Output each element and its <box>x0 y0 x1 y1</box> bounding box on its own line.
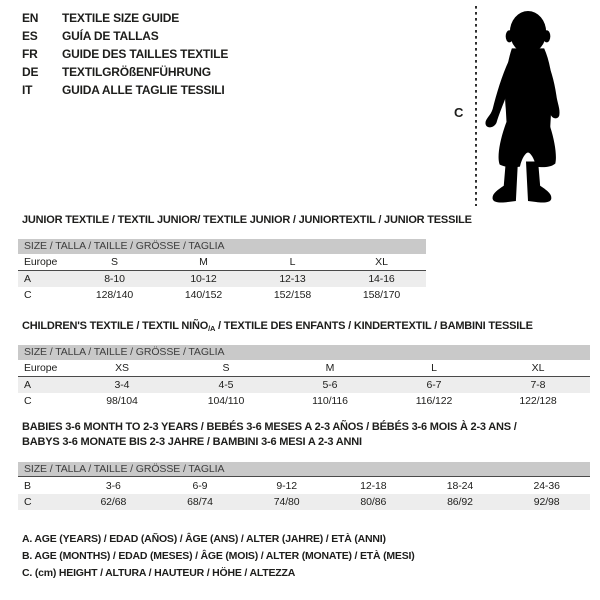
babies-size-table <box>18 478 590 510</box>
value-cell: 128/140 <box>95 289 134 301</box>
column-header: S <box>174 360 278 377</box>
height-measure-label: C <box>454 105 464 120</box>
lang-code: DE <box>22 65 39 79</box>
title-text: CHILDREN'S TEXTILE / TEXTIL NIÑO <box>22 320 209 332</box>
value-cell: 3-6 <box>105 480 121 492</box>
lang-row-de <box>22 63 228 81</box>
value-cell: 3-4 <box>70 377 174 394</box>
column-header: M <box>278 360 382 377</box>
table-row-height <box>18 494 590 510</box>
value-cell: 10-12 <box>159 271 248 288</box>
value-cell: 116/122 <box>415 395 453 407</box>
table-row-age-months <box>18 478 590 494</box>
size-guide-figure <box>440 0 600 215</box>
row-label: C <box>24 289 32 301</box>
value-cell: 6-7 <box>382 377 486 394</box>
children-table-title <box>22 320 533 333</box>
row-label: C <box>18 494 70 510</box>
children-size-table <box>18 360 590 409</box>
row-label: A <box>18 377 70 394</box>
column-header: L <box>248 254 337 271</box>
babies-table-title-line1: BABIES 3-6 MONTH TO 2-3 YEARS / BEBÉS 3-6 MESES A 2-3 AÑOS / BÉBÉS 3-6 MOIS À 2-3 ANS / <box>22 421 517 433</box>
value-cell: 5-6 <box>278 377 382 394</box>
table-row-age <box>18 271 426 288</box>
babies-table-title-line2: BABYS 3-6 MONATE BIS 2-3 JAHRE / BAMBINI 3-6 MESI A 2-3 ANNI <box>22 436 362 448</box>
row-label: B <box>24 480 31 492</box>
lang-row-fr <box>22 45 228 63</box>
table-row-age <box>18 377 590 394</box>
footnote-height-cm: C. (cm) HEIGHT / ALTURA / HAUTEUR / HÖHE / ALTEZZA <box>22 567 296 579</box>
junior-size-header-bar: SIZE / TALLA / TAILLE / GRÖSSE / TAGLIA <box>18 239 426 254</box>
value-cell: 98/104 <box>106 395 138 407</box>
column-header: L <box>382 360 486 377</box>
value-cell: 152/158 <box>273 289 312 301</box>
column-header: S <box>70 254 159 271</box>
value-cell: 122/128 <box>519 395 557 407</box>
lang-label: GUÍA DE TALLAS <box>62 29 159 43</box>
lang-code: EN <box>22 11 39 25</box>
value-cell: 7-8 <box>486 377 590 394</box>
height-dashed-line-icon <box>474 6 478 206</box>
lang-code: IT <box>22 83 33 97</box>
value-cell: 14-16 <box>337 271 426 288</box>
junior-table-title: JUNIOR TEXTILE / TEXTIL JUNIOR/ TEXTILE JUNIOR / JUNIORTEXTIL / JUNIOR TESSILE <box>22 214 472 226</box>
row-label: A <box>18 271 70 288</box>
row-label: C <box>24 395 32 407</box>
lang-code: FR <box>22 47 38 61</box>
value-cell: 24-36 <box>533 480 560 492</box>
legend-footnotes <box>22 531 415 582</box>
value-cell: 18-24 <box>446 480 474 492</box>
babies-size-header-bar: SIZE / TALLA / TAILLE / GRÖSSE / TAGLIA <box>18 462 590 477</box>
value-cell: 12-18 <box>360 480 387 492</box>
table-row-height <box>18 287 426 303</box>
lang-label: GUIDE DES TAILLES TEXTILE <box>62 47 229 61</box>
junior-size-table <box>18 254 426 303</box>
value-cell: 9-12 <box>276 480 297 492</box>
title-text: / TEXTILE DES ENFANTS / KINDERTEXTIL / BAMBINI TESSILE <box>215 320 533 332</box>
value-cell: 74/80 <box>243 494 330 510</box>
column-header: Europe <box>18 254 70 271</box>
value-cell: 4-5 <box>174 377 278 394</box>
value-cell: 140/152 <box>184 289 223 301</box>
lang-label: TEXTILE SIZE GUIDE <box>62 11 180 25</box>
value-cell: 6-9 <box>192 480 208 492</box>
value-cell: 62/68 <box>70 494 157 510</box>
language-title-list <box>22 9 228 99</box>
children-size-header-bar: SIZE / TALLA / TAILLE / GRÖSSE / TAGLIA <box>18 345 590 360</box>
column-header: M <box>159 254 248 271</box>
value-cell: 12-13 <box>248 271 337 288</box>
lang-row-es <box>22 27 228 45</box>
column-header: Europe <box>18 360 70 377</box>
column-header: XL <box>486 360 590 377</box>
lang-row-en <box>22 9 228 27</box>
table-row-height <box>18 393 590 409</box>
value-cell: 92/98 <box>503 494 590 510</box>
value-cell: 86/92 <box>417 494 504 510</box>
value-cell: 104/110 <box>207 395 245 407</box>
lang-code: ES <box>22 29 38 43</box>
value-cell: 110/116 <box>312 395 348 407</box>
table-header-row <box>18 254 426 271</box>
value-cell: 68/74 <box>157 494 244 510</box>
footnote-age-months: B. AGE (MONTHS) / EDAD (MESES) / ÂGE (MOIS) / ALTER (MONATE) / ETÀ (MESI) <box>22 550 415 562</box>
value-cell: 80/86 <box>330 494 417 510</box>
value-cell: 158/170 <box>362 289 401 301</box>
lang-label: GUIDA ALLE TAGLIE TESSILI <box>62 83 225 97</box>
table-header-row <box>18 360 590 377</box>
baby-silhouette-icon <box>481 8 573 205</box>
column-header: XS <box>70 360 174 377</box>
lang-row-it <box>22 81 228 99</box>
lang-label: TEXTILGRÖßENFÜHRUNG <box>62 65 211 79</box>
footnote-age-years: A. AGE (YEARS) / EDAD (AÑOS) / ÂGE (ANS) / ALTER (JAHRE) / ETÀ (ANNI) <box>22 533 386 545</box>
column-header: XL <box>337 254 426 271</box>
value-cell: 8-10 <box>70 271 159 288</box>
title-subscript: /A <box>208 324 216 333</box>
